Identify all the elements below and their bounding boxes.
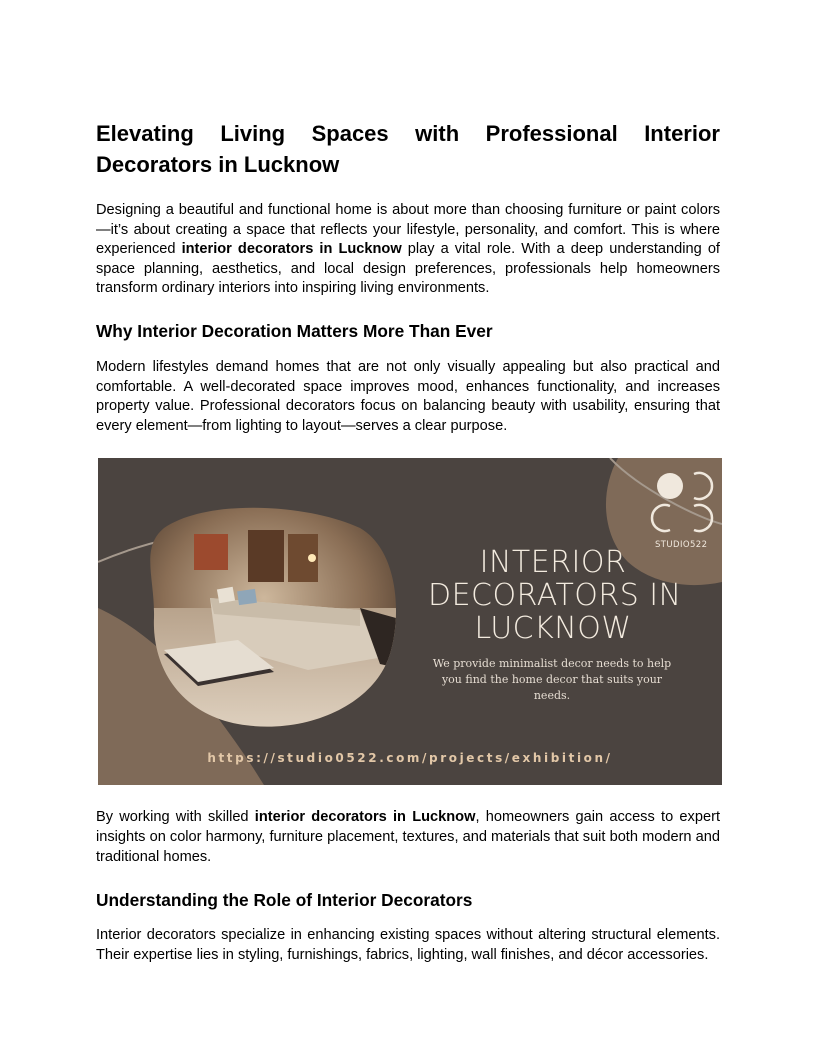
page-title: Elevating Living Spaces with Professional Interior Decorators in Lucknow [96, 121, 720, 177]
banner-subtitle: We provide minimalist decor needs to help you find the home decor that suits your needs. [432, 657, 672, 703]
banner-url: https://studio0522.com/projects/exhibition/ [207, 751, 613, 766]
after-banner-keyword: interior decorators in Lucknow [254, 809, 476, 826]
intro-paragraph [96, 201, 720, 299]
intro-text-start: Designing a beautiful and functional home is about more than choosing furniture or paint colors—it’s about creating a space that reflects your lifestyle, personality, and comfort. This is where experienced [96, 202, 720, 258]
banner-title [428, 545, 682, 647]
section-heading-role: Understanding the Role of Interior Decorators [96, 890, 473, 911]
intro-text-end: play a vital role. With a deep understanding of space planning, aesthetics, and local design preferences, professionals help homeowners transform ordinary interiors into inspiring living environments. [96, 241, 720, 297]
after-banner-text-end: , homeowners gain access to expert insights on color harmony, furniture placement, textures, and materials that suit both modern and traditional homes. [96, 809, 720, 865]
document-body [96, 118, 720, 965]
section-heading-why: Why Interior Decoration Matters More Than Ever [96, 320, 493, 341]
after-banner-paragraph [96, 808, 720, 867]
banner-title-line: INTERIOR [479, 545, 627, 581]
studio-logo-text: STUDIO522 [655, 540, 708, 551]
section-paragraph-role: Interior decorators specialize in enhancing existing spaces without altering structural elements. Their expertise lies in styling, furnishings, fabrics, lighting, wall finishes, and décor accessories. [96, 927, 720, 963]
banner-title-line: LUCKNOW [474, 611, 632, 647]
promo-banner-image [98, 458, 722, 785]
intro-keyword: interior decorators in Lucknow [181, 241, 402, 258]
after-banner-text-start: By working with skilled [96, 809, 255, 826]
section-paragraph-why: Modern lifestyles demand homes that are not only visually appealing but also practical and comfortable. A well-decorated space improves mood, enhances functionality, and increases property value. Professional decorators focus on balancing beauty with usability, ensuring that every element—from lighting to layout—serves a clear purpose. [96, 358, 720, 434]
banner-title-line: DECORATORS IN [428, 578, 682, 614]
